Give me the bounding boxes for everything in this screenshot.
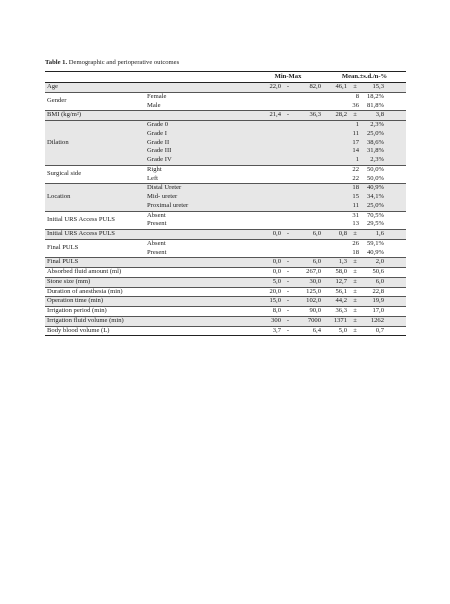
count-cell: 1 [323, 156, 361, 165]
row-sublabel: Female [145, 92, 253, 101]
count-cell: 13 [352, 220, 359, 228]
max-cell: 102,0 [293, 297, 323, 307]
empty-cell [253, 249, 323, 258]
empty-cell [386, 202, 406, 211]
min-cell: 5,0 [253, 277, 283, 287]
sd-cell: 0,7 [361, 326, 386, 336]
row-sublabel: Mid- ureter [145, 193, 253, 202]
row-label: Final PULS [45, 258, 253, 268]
empty-cell [386, 277, 406, 287]
plus-minus: ± [349, 111, 361, 121]
plus-minus: ± [349, 316, 361, 326]
row-sublabel: Grade III [145, 147, 253, 156]
table-row [45, 268, 406, 278]
mean-cell: 12,7 [323, 277, 349, 287]
empty-cell [386, 249, 406, 258]
plus-minus: ± [349, 268, 361, 278]
row-label: Irrigation period (min) [45, 307, 253, 317]
percent-cell: 81,8% [366, 101, 384, 109]
row-sublabel: Present [147, 248, 167, 256]
empty-cell [386, 326, 406, 336]
min-cell: 3,7 [253, 326, 283, 336]
sd-cell: 1,6 [361, 230, 386, 240]
percent-cell: 18,2% [361, 92, 386, 101]
plus-minus: ± [349, 326, 361, 336]
mean-cell: 46,1 [323, 83, 349, 93]
row-sublabel: Male [147, 101, 161, 109]
max-cell: 30,0 [293, 277, 323, 287]
count-cell: 26 [323, 239, 361, 248]
count-cell: 15 [323, 193, 361, 202]
min-cell: 0,0 [253, 268, 283, 278]
range-dash: - [283, 230, 293, 240]
max-cell: 82,0 [293, 83, 323, 93]
row-label: Absorbed fluid amount (ml) [45, 268, 253, 278]
row-sublabel: Proximal ureter [145, 202, 253, 211]
percent-cell: 40,9% [361, 184, 386, 193]
empty-cell [253, 102, 323, 111]
row-label: Operation time (min) [45, 297, 253, 307]
empty-cell [253, 239, 323, 248]
empty-cell [386, 139, 406, 148]
plus-minus: ± [349, 258, 361, 268]
empty-cell [386, 102, 406, 111]
table-row [45, 165, 406, 174]
percent-cell: 70,5% [361, 211, 386, 220]
range-dash: - [283, 287, 293, 297]
table-body [45, 83, 406, 336]
empty-cell [386, 287, 406, 297]
table-row [45, 307, 406, 317]
empty-cell [253, 156, 323, 165]
count-cell: 1 [323, 121, 361, 130]
max-cell: 90,0 [293, 307, 323, 317]
sd-cell: 3,8 [361, 111, 386, 121]
percent-cell: 2,3% [361, 121, 386, 130]
row-sublabel: Grade I [145, 130, 253, 139]
plus-minus: ± [349, 83, 361, 93]
max-cell: 6,0 [293, 258, 323, 268]
empty-cell [386, 230, 406, 240]
row-sublabel: Left [147, 174, 158, 182]
empty-cell [253, 220, 323, 229]
max-cell: 36,3 [293, 111, 323, 121]
empty-cell [253, 193, 323, 202]
range-dash: - [283, 111, 293, 121]
empty-cell [253, 92, 323, 101]
sd-cell: 17,0 [361, 307, 386, 317]
sd-cell: 15,3 [361, 83, 386, 93]
max-cell: 6,4 [293, 326, 323, 336]
empty-cell [386, 316, 406, 326]
empty-cell [253, 211, 323, 220]
empty-cell [386, 156, 406, 165]
mean-cell: 56,1 [323, 287, 349, 297]
empty-cell [386, 184, 406, 193]
percent-cell: 25,0% [361, 130, 386, 139]
min-cell: 0,0 [253, 230, 283, 240]
row-label: Final PULS [45, 239, 145, 258]
row-sublabel: Grade IV [145, 156, 253, 165]
table-row [45, 297, 406, 307]
range-dash: - [283, 258, 293, 268]
range-dash: - [283, 316, 293, 326]
empty-cell [386, 130, 406, 139]
row-label: Location [45, 184, 145, 211]
min-cell: 0,0 [253, 258, 283, 268]
range-dash: - [283, 83, 293, 93]
count-cell: 11 [323, 130, 361, 139]
table-row [45, 287, 406, 297]
table-caption-text: Demographic and perioperative outcomes [67, 59, 180, 66]
empty-cell [386, 111, 406, 121]
empty-cell [253, 139, 323, 148]
count-cell: 36 [352, 101, 359, 109]
percent-cell: 59,1% [361, 239, 386, 248]
range-dash: - [283, 297, 293, 307]
max-cell: 267,0 [293, 268, 323, 278]
count-cell: 17 [323, 139, 361, 148]
plus-minus: ± [349, 297, 361, 307]
percent-cell: 40,9% [366, 248, 384, 256]
row-sublabel: Absent [145, 239, 253, 248]
table-row [45, 184, 406, 193]
row-label: Initial URS Access PULS [45, 211, 145, 230]
count-cell: 14 [323, 147, 361, 156]
min-cell: 22,0 [253, 83, 283, 93]
plus-minus: ± [349, 287, 361, 297]
table-row [45, 239, 406, 248]
row-sublabel: Grade 0 [145, 121, 253, 130]
percent-cell: 29,5% [366, 220, 384, 228]
row-sublabel: Grade II [145, 139, 253, 148]
row-label: Duration of anesthesia (min) [45, 287, 253, 297]
row-label: Initial URS Access PULS [45, 230, 253, 240]
min-cell: 300 [253, 316, 283, 326]
table-row [45, 111, 406, 121]
table-row [45, 326, 406, 336]
mean-cell: 1,3 [323, 258, 349, 268]
percent-cell: 25,0% [361, 202, 386, 211]
outcomes-table [45, 71, 406, 336]
empty-cell [253, 165, 323, 174]
empty-cell [386, 175, 406, 184]
empty-cell [253, 130, 323, 139]
table-caption [45, 59, 179, 66]
mean-cell: 44,2 [323, 297, 349, 307]
empty-cell [253, 202, 323, 211]
table-header-row [45, 72, 406, 83]
empty-cell [386, 83, 406, 93]
mean-cell: 0,8 [323, 230, 349, 240]
count-cell: 18 [352, 248, 359, 256]
max-cell: 6,0 [293, 230, 323, 240]
min-cell: 21,4 [253, 111, 283, 121]
empty-cell [386, 239, 406, 248]
row-label: Gender [45, 92, 145, 111]
row-label: Irrigation fluid volume (min) [45, 316, 253, 326]
min-cell: 15,0 [253, 297, 283, 307]
empty-cell [386, 258, 406, 268]
range-dash: - [283, 326, 293, 336]
table-row [45, 92, 406, 101]
row-sublabel: Present [147, 220, 167, 228]
sd-cell: 19,9 [361, 297, 386, 307]
table-row [45, 230, 406, 240]
count-cell: 22 [352, 174, 359, 182]
mean-cell: 28,2 [323, 111, 349, 121]
empty-cell [253, 121, 323, 130]
empty-cell [253, 147, 323, 156]
row-sublabel: Right [145, 165, 253, 174]
empty-cell [386, 193, 406, 202]
row-label: Body blood volume (L) [45, 326, 253, 336]
mean-cell: 5,0 [323, 326, 349, 336]
empty-cell [386, 268, 406, 278]
table-caption-label: Table 1. [45, 59, 68, 66]
row-sublabel: Distal Ureter [145, 184, 253, 193]
range-dash: - [283, 277, 293, 287]
percent-cell: 50,0% [366, 174, 384, 182]
plus-minus: ± [349, 277, 361, 287]
sd-cell: 50,6 [361, 268, 386, 278]
table-row [45, 83, 406, 93]
row-label: Surgical side [45, 165, 145, 184]
count-cell: 18 [323, 184, 361, 193]
min-cell: 20,0 [253, 287, 283, 297]
percent-cell: 50,0% [361, 165, 386, 174]
table-row [45, 258, 406, 268]
empty-cell [386, 297, 406, 307]
empty-cell [386, 307, 406, 317]
percent-cell: 2,3% [361, 156, 386, 165]
sd-cell: 2,0 [361, 258, 386, 268]
row-sublabel: Absent [145, 211, 253, 220]
mean-cell: 36,3 [323, 307, 349, 317]
table-row [45, 277, 406, 287]
table-row [45, 316, 406, 326]
count-cell: 8 [323, 92, 361, 101]
sd-cell: 22,8 [361, 287, 386, 297]
count-cell: 11 [323, 202, 361, 211]
table-row [45, 121, 406, 130]
table-row [45, 211, 406, 220]
empty-cell [386, 165, 406, 174]
min-cell: 8,0 [253, 307, 283, 317]
percent-cell: 34,1% [361, 193, 386, 202]
empty-cell [386, 220, 406, 229]
sd-cell: 1262 [361, 316, 386, 326]
count-cell: 22 [323, 165, 361, 174]
empty-cell [386, 147, 406, 156]
mean-cell: 1371 [323, 316, 349, 326]
plus-minus: ± [349, 230, 361, 240]
mean-header: Mean.±s.d./n-% [323, 72, 406, 83]
row-label: BMI (kg/m²) [45, 111, 253, 121]
row-label: Age [45, 83, 253, 93]
max-cell: 7000 [293, 316, 323, 326]
minmax-header: Min-Max [253, 72, 323, 83]
range-dash: - [283, 307, 293, 317]
row-label: Dilation [45, 121, 145, 166]
empty-cell [253, 175, 323, 184]
percent-cell: 31,8% [361, 147, 386, 156]
range-dash: - [283, 268, 293, 278]
empty-cell [386, 211, 406, 220]
plus-minus: ± [349, 307, 361, 317]
empty-cell [253, 184, 323, 193]
percent-cell: 38,6% [361, 139, 386, 148]
empty-cell [386, 92, 406, 101]
sd-cell: 6,0 [361, 277, 386, 287]
max-cell: 125,0 [293, 287, 323, 297]
row-label: Stone size (mm) [45, 277, 253, 287]
empty-cell [386, 121, 406, 130]
count-cell: 31 [323, 211, 361, 220]
mean-cell: 58,0 [323, 268, 349, 278]
